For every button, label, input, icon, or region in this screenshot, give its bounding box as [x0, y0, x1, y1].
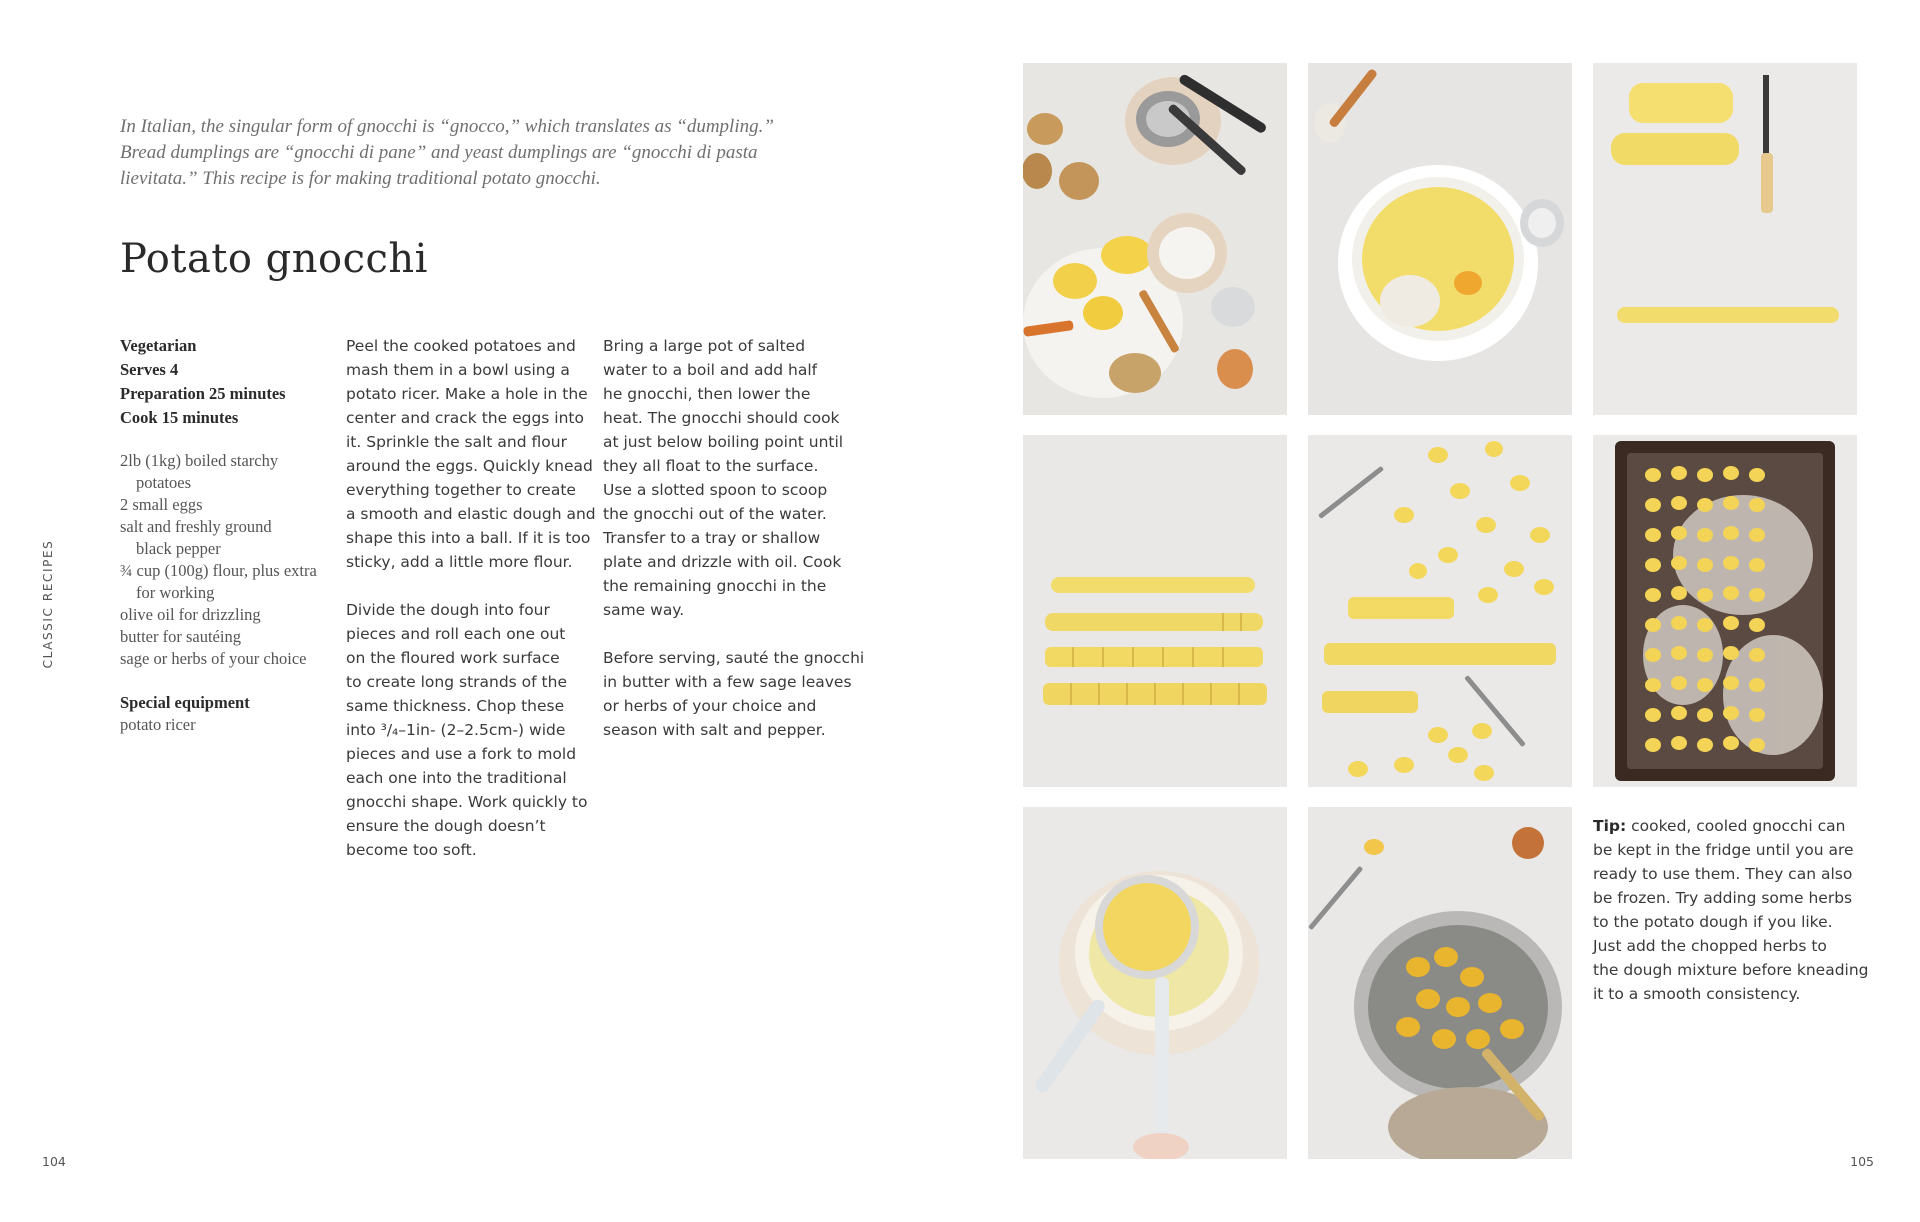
- photo-step-1-ingredients: [1023, 63, 1287, 415]
- method-line: a smooth and elastic dough and: [346, 505, 596, 523]
- method-line: water to a boil and add half: [603, 361, 818, 379]
- tip-text: cooked, cooled gnocchi can: [1626, 817, 1846, 835]
- ingredient-text: olive oil for drizzling: [120, 605, 261, 624]
- photo-step-3-dough-rolls: [1593, 63, 1857, 415]
- method-line: mash them in a bowl using a: [346, 361, 570, 379]
- tip-line: be kept in the fridge until you are: [1593, 841, 1854, 859]
- method-line: Bring a large pot of salted: [603, 337, 806, 355]
- tip-box: [1593, 814, 1869, 1006]
- tip-line: it to a smooth consistency.: [1593, 985, 1801, 1003]
- method-line: at just below boiling point until: [603, 433, 844, 451]
- ingredient-text: sage or herbs of your choice: [120, 649, 307, 668]
- method-line: it. Sprinkle the salt and flour: [346, 433, 567, 451]
- method-line: shape this into a ball. If it is too: [346, 529, 591, 547]
- tip-line: Just add the chopped herbs to: [1593, 937, 1827, 955]
- method-line: pieces and use a fork to mold: [346, 745, 577, 763]
- cook-time: Cook 15 minutes: [120, 408, 239, 427]
- equipment-heading: Special equipment: [120, 693, 250, 712]
- page-number-right: 105: [1850, 1154, 1874, 1169]
- intro-paragraph: [120, 114, 820, 192]
- ingredient-item: [120, 494, 345, 516]
- paragraph-gap: [603, 622, 841, 646]
- method-line: they all float to the surface.: [603, 457, 819, 475]
- ingredient-text: ¾ cup (100g) flour, plus extra: [120, 561, 317, 580]
- method-line: plate and drizzle with oil. Cook: [603, 553, 842, 571]
- method-line: in butter with a few sage leaves: [603, 673, 852, 691]
- ingredient-text: butter for sautéing: [120, 627, 241, 646]
- ingredient-item: [120, 648, 345, 670]
- method-line: he gnocchi, then lower the: [603, 385, 811, 403]
- ingredient-text: salt and freshly ground: [120, 517, 272, 536]
- equipment-item: potato ricer: [120, 715, 196, 734]
- method-line: become too soft.: [346, 841, 477, 859]
- method-line: or herbs of your choice and: [603, 697, 817, 715]
- ingredient-item: [120, 516, 345, 560]
- tip-line: ready to use them. They can also: [1593, 865, 1853, 883]
- section-label: CLASSIC RECIPES: [41, 539, 55, 669]
- method-line: season with salt and pepper.: [603, 721, 826, 739]
- page-number-left: 104: [42, 1154, 66, 1169]
- method-line: around the eggs. Quickly knead: [346, 457, 593, 475]
- method-line: to create long strands of the: [346, 673, 567, 691]
- method-column-1: [346, 334, 596, 862]
- method-line: same thickness. Chop these: [346, 697, 565, 715]
- method-line: same way.: [603, 601, 685, 619]
- method-line: potato ricer. Make a hole in the: [346, 385, 588, 403]
- method-line: Peel the cooked potatoes and: [346, 337, 576, 355]
- method-column-2: [603, 334, 865, 742]
- method-line: Use a slotted spoon to scoop: [603, 481, 828, 499]
- prep-time: Preparation 25 minutes: [120, 384, 286, 403]
- method-line: the gnocchi out of the water.: [603, 505, 827, 523]
- photo-step-2-mixing: [1308, 63, 1572, 415]
- method-line: gnocchi shape. Work quickly to: [346, 793, 588, 811]
- photo-step-1-illustration: [1023, 63, 1287, 415]
- tip-line: be frozen. Try adding some herbs: [1593, 889, 1853, 907]
- tip-line: the dough mixture before kneading: [1593, 961, 1869, 979]
- tip-line: [1593, 814, 1863, 838]
- ingredient-list: [120, 450, 345, 670]
- serves-label: Serves 4: [120, 360, 179, 379]
- photo-step-3-illustration: [1593, 63, 1857, 415]
- right-page: [960, 0, 1920, 1222]
- photo-step-6-illustration: [1593, 435, 1857, 787]
- photo-step-2-illustration: [1308, 63, 1572, 415]
- photo-step-5-illustration: [1308, 435, 1572, 787]
- photo-step-4-illustration: [1023, 435, 1287, 787]
- diet-label: Vegetarian: [120, 336, 197, 355]
- recipe-info: [120, 334, 345, 736]
- ingredient-text-cont: potatoes: [136, 473, 191, 492]
- ingredient-text-cont: black pepper: [136, 539, 221, 558]
- photo-step-7-illustration: [1023, 807, 1287, 1159]
- intro-line: Bread dumplings are “gnocchi di pane” and yeast dumplings are “gnocchi di pasta: [120, 142, 758, 163]
- photo-step-8-sauteing: [1308, 807, 1572, 1159]
- ingredient-text: 2 small eggs: [120, 495, 203, 514]
- method-line: Transfer to a tray or shallow: [603, 529, 821, 547]
- intro-line: lievitata.” This recipe is for making traditional potato gnocchi.: [120, 168, 601, 189]
- ingredient-item: [120, 604, 345, 626]
- tip-label: Tip:: [1593, 817, 1627, 835]
- method-line: center and crack the eggs into: [346, 409, 584, 427]
- method-line: pieces and roll each one out: [346, 625, 566, 643]
- method-line: on the floured work surface: [346, 649, 560, 667]
- photo-step-4-strands: [1023, 435, 1287, 787]
- ingredient-text: 2lb (1kg) boiled starchy: [120, 451, 279, 470]
- method-line: each one into the traditional: [346, 769, 567, 787]
- method-line: heat. The gnocchi should cook: [603, 409, 840, 427]
- method-line: Before serving, sauté the gnocchi: [603, 649, 865, 667]
- method-line: Divide the dough into four: [346, 601, 550, 619]
- tip-line: to the potato dough if you like.: [1593, 913, 1833, 931]
- photo-step-5-shaping: [1308, 435, 1572, 787]
- photo-step-8-illustration: [1308, 807, 1572, 1159]
- ingredient-item: [120, 450, 345, 494]
- photo-step-6-tray: [1593, 435, 1857, 787]
- photo-step-7-boiling: [1023, 807, 1287, 1159]
- ingredient-item: [120, 560, 345, 604]
- method-line: into ³/₄–1in- (2–2.5cm-) wide: [346, 721, 566, 739]
- ingredient-text-cont: for working: [136, 583, 215, 602]
- method-line: everything together to create: [346, 481, 576, 499]
- paragraph-gap: [346, 574, 584, 598]
- method-line: the remaining gnocchi in the: [603, 577, 827, 595]
- intro-line: In Italian, the singular form of gnocchi is “gnocco,” which translates as “dumpling.”: [120, 116, 774, 137]
- method-line: ensure the dough doesn’t: [346, 817, 546, 835]
- recipe-title: Potato gnocchi: [120, 236, 428, 282]
- method-line: sticky, add a little more flour.: [346, 553, 573, 571]
- ingredient-item: [120, 626, 345, 648]
